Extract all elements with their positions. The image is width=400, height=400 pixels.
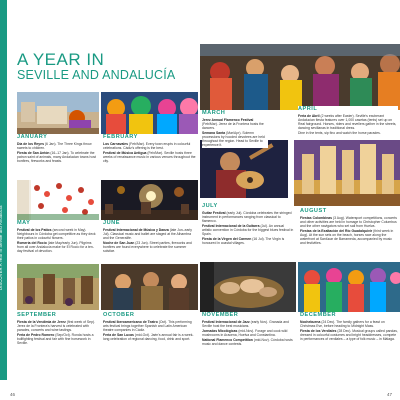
event: Festival Iberoamericano de Teatro (Oct). This performing arts festival brings together Spanish and Latin American theatre companies in Cádiz. (103, 319, 192, 332)
month-may (17, 220, 99, 254)
page-number-right: 47 (386, 392, 392, 397)
event: Feria de San Lucas (mid-Oct). Jaén's annual fair is a week-long celebration of regional dancing, food, drink and sport. (103, 332, 194, 341)
photo-christmas-fiesta (298, 262, 400, 312)
month-august (300, 208, 398, 246)
event: Fiesta de la Virgen del Carmen (16 Jul). The Virgin is honoured in coastal villages. (202, 237, 285, 246)
month-september (17, 312, 99, 346)
month-heading: FEBRUARY (103, 134, 138, 140)
month-heading: MAY (17, 220, 31, 226)
month-december (300, 312, 398, 342)
photo-vineyard-harvest (17, 264, 99, 310)
event: Feria de Abril (2 weeks after Easter). Seville's exuberant Andalucian fiesta features over 1,000 casetas (tents) set up on Real fairground. Horses, riders and revellers gather in the streets, dancing sevillanas in traditional dress. (298, 113, 397, 130)
event: Fiesta de la Vendimia de Jerez (first week of Sep). Jerez de la Frontera's harvest is celebrated with parades, concerts and wine tastings. (17, 319, 96, 332)
event: Fiestas Colombinas (3 Aug). Watersport competitions, concerts and other activities are held in homage to Christopher Columbus and the other navigators who set sail from Huelva. (300, 215, 397, 228)
event: Día de los Reyes (6 Jan). The Three Kings throw sweets to children. (17, 141, 92, 150)
event: Fiesta de San Antón (16–17 Jan). To celebrate the patron saint of animals, many Andalucian towns host bonfires, fireworks and feasts. (17, 150, 96, 163)
photo-theatre-performance (101, 264, 198, 310)
month-april (298, 106, 398, 136)
month-heading: OCTOBER (103, 312, 135, 318)
event: Jerez Annual Flamenco Festival (Feb/Mar). Jerez de la Frontera hosts the dancers. (202, 117, 264, 130)
event: Festival de los Patios (second week in May). Neighbours in Córdoba get competitive as they deck their patios in colourful flowers. (17, 227, 96, 240)
photo-guitar-festival (200, 140, 288, 198)
event: National Flamenco Competition (mid-Nov). Córdoba hosts music and dance contests. (202, 337, 293, 346)
month-heading: SEPTEMBER (17, 312, 57, 318)
month-heading: DECEMBER (300, 312, 337, 318)
photo-mushroom-harvest (200, 262, 296, 312)
event: Fiestas de la Exaltación del Río Guadalquivir (third week in Aug). At the sun sets on the beach, horses race along the waterfront at Sanlúcar de Barrameda, accompanied by music and festivities. (300, 228, 394, 246)
page-title-line1: A YEAR IN (17, 50, 105, 69)
event: Dine in the tents, sip fino and watch the horse parades. (298, 130, 381, 135)
event: Festival Internacional de Jazz (early Nov). Granada and Seville host the best musicians. (202, 319, 289, 328)
event: Noche de San Juan (23 Jun). Street parties, fireworks and bonfires are found everywhere to celebrate the summer solstice. (103, 240, 192, 253)
month-heading: AUGUST (300, 208, 327, 214)
photo-feria-crowd (200, 44, 400, 110)
event: Romería del Rocío (late May/early Jun). Pilgrims from all over Andalucía make for El Rocío for a ten-day festival of devotion. (17, 240, 94, 253)
photo-patios-flowers (17, 180, 99, 220)
month-heading: JULY (202, 203, 218, 209)
month-march (202, 110, 268, 148)
event: Jornadas Micológicas (mid-Nov). Forage and cook wild mushrooms in Aracena, Huelva and Constantina. (202, 328, 288, 337)
photo-carnival-costumes (101, 92, 198, 134)
event: Festival de Música Antigua (Feb/Mar). Seville hosts three weeks of renaissance music in various venues throughout the city. (103, 150, 196, 163)
event: Guitar Festival (early Jul). Córdoba celebrates the stringed instrument in performances ranging from classical to flamenco. (202, 210, 292, 223)
event: Feria de Pedro Romero (Sep/Oct). Ronda hosts a bullfighting festival and fair with fine horsework in Seville. (17, 332, 94, 345)
event: Semana Santa (Mar/Apr). Solemn processions by hooded devotees are held throughout the region. Head to Seville to experience it. (202, 130, 265, 148)
event: Los Carnavales (Feb/Mar). Every town erupts in colourful celebrations. Cádiz's offering is the best. (103, 141, 191, 150)
month-heading: NOVEMBER (202, 312, 239, 318)
photo-huelva-monument (294, 140, 400, 206)
month-heading: JUNE (103, 220, 120, 226)
month-june (103, 220, 197, 254)
photo-three-kings-parade (17, 92, 99, 134)
month-heading: APRIL (298, 106, 318, 112)
month-january (17, 134, 99, 164)
section-sidebar (0, 0, 7, 380)
month-november (202, 312, 296, 347)
month-heading: JANUARY (17, 134, 48, 140)
photo-fireworks-night (101, 180, 198, 220)
month-october (103, 312, 197, 342)
event: Festival Internacional de la Guitarra (Jul). An annual artistic convention in Córdoba for the biggest blues festival in Spain. (202, 223, 294, 236)
month-july (202, 203, 294, 246)
month-february (103, 134, 197, 164)
page-title-line2: SEVILLE AND ANDALUCÍA (17, 68, 176, 82)
event: Nochebuena (24 Dec). The family gathers for a feast on Christmas Eve, before heading to Midnight Mass. (300, 319, 385, 328)
month-heading: MARCH (202, 110, 226, 116)
page-number-left: 46 (10, 392, 16, 397)
event: Festival Internacional de Música y Danza (late Jun–early Jul). Classical music and ballet are staged at the Alhambra and the Generalife. (103, 227, 192, 240)
event: Fiesta de los Verdiales (28 Dec). Musical groups called pandas, dressed in colourful costumes and bright headdresses, compete in performances of verdiales – a type of folk music – in Málaga. (300, 328, 398, 341)
